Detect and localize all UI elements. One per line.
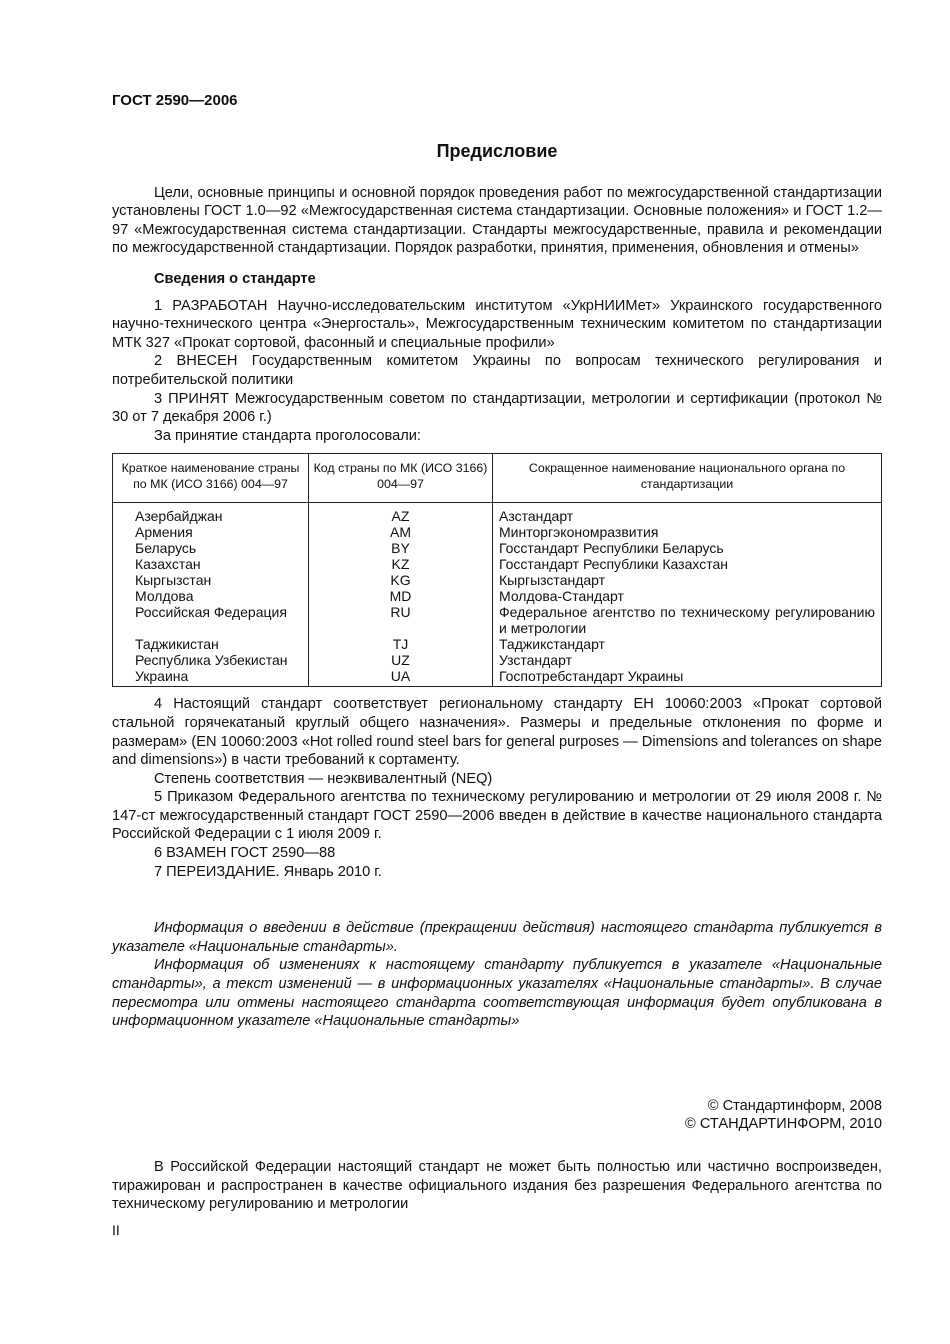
copyright-block <box>112 1097 882 1134</box>
header-country-code: Код страны по МК (ИСО 3166) 004—97 <box>309 454 493 503</box>
national-body: Федеральное агентство по техническому регулированию и метрологии <box>493 604 882 636</box>
country-code: AZ <box>309 503 493 525</box>
country-name: Республика Узбекистан <box>135 652 288 669</box>
country-name: Беларусь <box>135 540 197 557</box>
country-code: KZ <box>309 556 493 572</box>
item-introduced: 2 ВНЕСЕН Государственным комитетом Украины по вопросам технического регулирования и потребительской политики <box>112 353 882 388</box>
publication-notice <box>112 919 882 1031</box>
copyright-line: © СТАНДАРТИНФОРМ, 2010 <box>685 1116 882 1133</box>
info-heading: Сведения о стандарте <box>154 270 316 287</box>
country-code: UA <box>309 668 493 687</box>
country-code: KG <box>309 572 493 588</box>
item-order: 5 Приказом Федерального агентства по техническому регулированию и метрологии от 29 июля 2008 г. № 147-ст межгосударственный стандарт ГОСТ 2590—2006 введен в действие в качестве национального стандарта Российской Федерации с 1 июля 2009 г. <box>112 789 882 843</box>
country-name: Российская Федерация <box>135 604 287 621</box>
country-name: Таджикистан <box>135 636 219 653</box>
header-country-name: Краткое наименование страны по МК (ИСО 3166) 004—97 <box>113 454 309 503</box>
item-replaces: 6 ВЗАМЕН ГОСТ 2590—88 <box>154 845 336 862</box>
table-header-row <box>113 454 882 503</box>
copyright-line: © Стандартинформ, 2008 <box>707 1097 882 1114</box>
document-page <box>112 92 882 1214</box>
table-row <box>113 540 882 556</box>
page-number: II <box>112 1222 120 1238</box>
table-row <box>113 524 882 540</box>
notice-paragraph: Информация о введении в действие (прекращении действия) настоящего стандарта публикуется в указателе «Национальные стандарты». <box>112 920 882 955</box>
table-row <box>113 652 882 668</box>
country-name: Молдова <box>135 588 194 605</box>
national-body: Кыргызстандарт <box>493 572 882 588</box>
item-regional-standard: 4 Настоящий стандарт соответствует региональному стандарту ЕН 10060:2003 «Прокат сортовой стальной горячекатаный круглый общего назначения». Размеры и предельные отклонения по форме и размерам» (EN 10060:2003 «Hot rolled round steel bars for general purposes — Dimensions and tolerances on shape and dimensions») в части требований к сортаменту. <box>112 696 882 769</box>
national-body: Госстандарт Республики Казахстан <box>493 556 882 572</box>
country-name: Армения <box>135 524 193 541</box>
item-conformity-degree: Степень соответствия — неэквивалентный (NEQ) <box>154 770 493 787</box>
country-name: Кыргызстан <box>135 572 212 589</box>
national-body: Госстандарт Республики Беларусь <box>493 540 882 556</box>
countries-table <box>112 453 882 687</box>
country-name: Казахстан <box>135 556 201 573</box>
intro-paragraph: Цели, основные принципы и основной порядок проведения работ по межгосударственной стандартизации установлены ГОСТ 1.0—92 «Межгосударственная система стандартизации. Основные положения» и ГОСТ 1.2—97 «Межгосударственная система стандартизации. Стандарты межгосударственные, правила и рекомендации по межгосударственной стандартизации. Порядок разработки, принятия, применения, обновления и отмены» <box>112 184 882 257</box>
national-body: Узстандарт <box>493 652 882 668</box>
table-row <box>113 503 882 525</box>
country-code: RU <box>309 604 493 636</box>
country-code: MD <box>309 588 493 604</box>
table-row <box>113 572 882 588</box>
table-row <box>113 668 882 687</box>
notice-paragraph: Информация об изменениях к настоящему стандарту публикуется в указателе «Национальные стандарты», а текст изменений — в информационных указателях «Национальные стандарты». В случае пересмотра или отмены настоящего стандарта соответствующая информация будет опубликована в информационном указателе «Национальные стандарты» <box>112 957 882 1030</box>
page-title: Предисловие <box>436 140 558 161</box>
standard-code: ГОСТ 2590—2006 <box>112 92 238 109</box>
country-name: Украина <box>135 668 189 685</box>
country-code: AM <box>309 524 493 540</box>
table-row <box>113 636 882 652</box>
country-name: Азербайджан <box>135 508 223 525</box>
item-reissue: 7 ПЕРЕИЗДАНИЕ. Январь 2010 г. <box>154 863 382 880</box>
national-body: Азстандарт <box>493 503 882 525</box>
national-body: Молдова-Стандарт <box>493 588 882 604</box>
national-body: Минторгэкономразвития <box>493 524 882 540</box>
table-row <box>113 588 882 604</box>
country-code: BY <box>309 540 493 556</box>
table-row <box>113 556 882 572</box>
header-national-body: Сокращенное наименование национального органа по стандартизации <box>493 454 882 503</box>
reproduction-notice: В Российской Федерации настоящий стандарт не может быть полностью или частично воспроизведен, тиражирован и распространен в качестве официального издания без разрешения Федерального агентства по техническому регулированию и метрологии <box>112 1159 882 1213</box>
national-body: Госпотребстандарт Украины <box>493 668 882 687</box>
national-body: Таджикстандарт <box>493 636 882 652</box>
item-developed: 1 РАЗРАБОТАН Научно-исследовательским институтом «УкрНИИМет» Украинского государственного научно-технического центра «Энергосталь», Межгосударственным техническим комитетом по стандартизации МТК 327 «Прокат сортовой, фасонный и специальные профили» <box>112 297 882 351</box>
country-code: TJ <box>309 636 493 652</box>
vote-intro: За принятие стандарта проголосовали: <box>154 427 421 444</box>
country-code: UZ <box>309 652 493 668</box>
item-adopted: 3 ПРИНЯТ Межгосударственным советом по стандартизации, метрологии и сертификации (протокол № 30 от 7 декабря 2006 г.) <box>112 390 882 426</box>
table-row <box>113 604 882 636</box>
